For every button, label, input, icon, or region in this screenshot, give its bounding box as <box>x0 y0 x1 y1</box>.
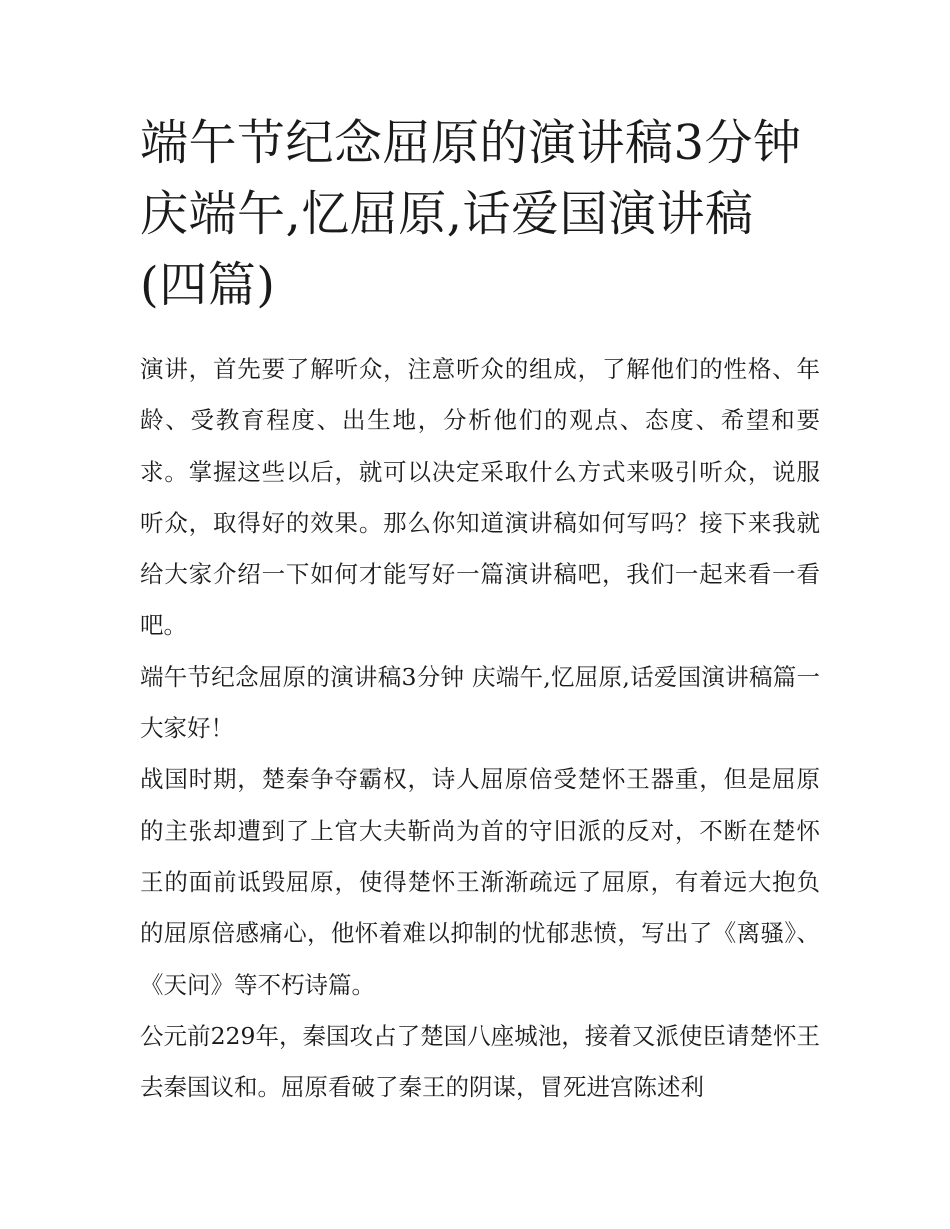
section-heading-paragraph: 端午节纪念屈原的演讲稿3分钟 庆端午,忆屈原,话爱国演讲稿篇一 大家好！ <box>140 662 820 743</box>
document-page <box>140 108 820 1113</box>
body-paragraph: 公元前229年，秦国攻占了楚国八座城池，接着又派使臣请楚怀王去秦国议和。屈原看破了秦王的阴谋，冒死进宫陈述利 <box>140 1021 820 1102</box>
document-title: 端午节纪念屈原的演讲稿3分钟 庆端午,忆屈原,话爱国演讲稿(四篇) <box>140 115 802 313</box>
body-paragraph: 战国时期，楚秦争夺霸权，诗人屈原倍受楚怀王器重，但是屈原的主张却遭到了上官大夫靳尚为首的守旧派的反对，不断在楚怀王的面前诋毁屈原，使得楚怀王渐渐疏远了屈原，有着远大抱负的屈原倍感痛心，他怀着难以抑制的忧郁悲愤，写出了《离骚》、《天问》等不朽诗篇。 <box>140 765 820 999</box>
intro-paragraph: 演讲，首先要了解听众，注意听众的组成，了解他们的性格、年龄、受教育程度、出生地，分析他们的观点、态度、希望和要求。掌握这些以后，就可以决定采取什么方式来吸引听众，说服听众，取得好的效果。那么你知道演讲稿如何写吗？接下来我就给大家介绍一下如何才能写好一篇演讲稿吧，我们一起来看一看吧。 <box>140 355 820 640</box>
